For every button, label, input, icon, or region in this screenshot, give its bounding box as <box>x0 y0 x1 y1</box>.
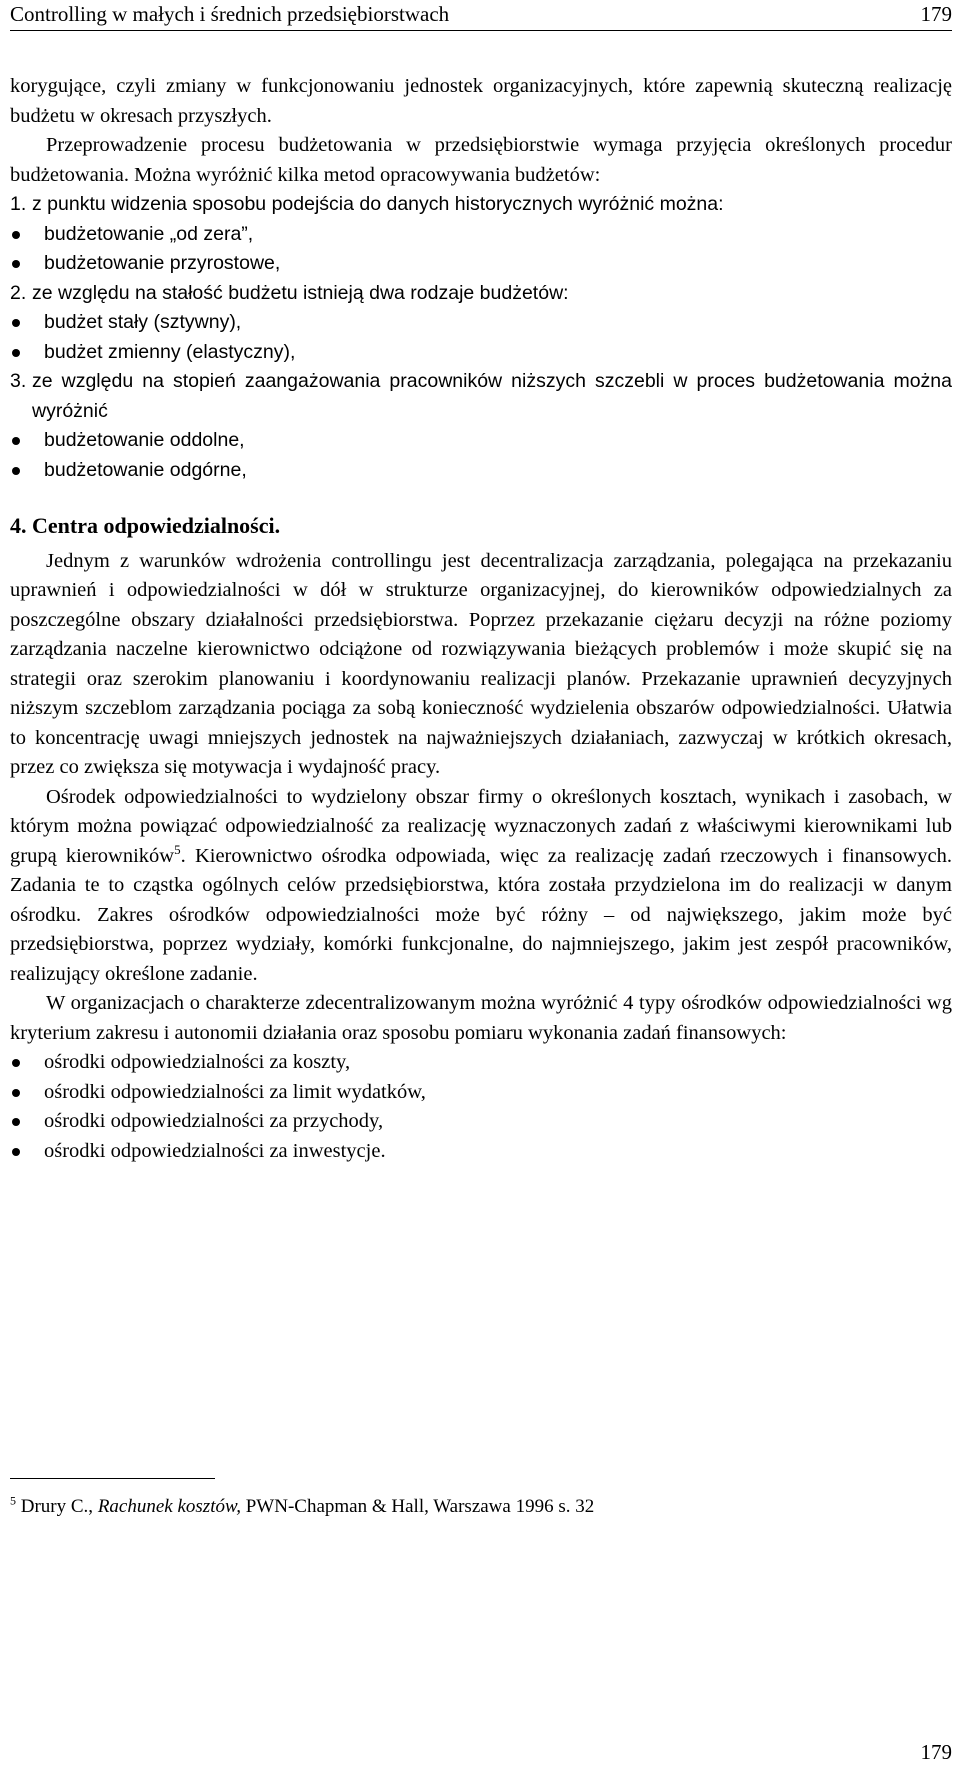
footnote-title: Rachunek kosztów, <box>97 1496 241 1517</box>
footnote-rest: PWN-Chapman & Hall, Warszawa 1996 s. 32 <box>240 1496 595 1517</box>
list-item: budżetowanie przyrostowe, <box>10 249 952 279</box>
method-item-3 <box>10 367 952 426</box>
list-item: ośrodki odpowiedzialności za inwestycje. <box>10 1137 952 1167</box>
list-item: budżetowanie „od zera”, <box>10 220 952 250</box>
list-item: ośrodki odpowiedzialności za przychody, <box>10 1107 952 1137</box>
responsibility-centers-list <box>10 1048 952 1166</box>
section-paragraph-1: Jednym z warunków wdrożenia controllingu jest decentralizacja zarządzania, polegająca na przekazaniu uprawnień i odpowiedzialności w dół w strukturze organizacyjnej, do kierowników odpowiedzialnych za poszczególne obszary działalności przedsiębiorstwa. Poprzez przekazanie ciężaru decyzji na różne poziomy zarządzania naczelne kierownictwo odciążone od rozwiązywania bieżących problemów i może skupić się na strategii oraz szerokim planowaniu i koordynowaniu realizacji planów. Przekazanie uprawnień decyzyjnych niższym szczeblom zarządzania pociąga za sobą konieczność wydzielenia obszarów odpowiedzialności. Ułatwia to koncentrację uwagi mniejszych jednostek na najważniejszych działaniach, zazwyczaj w krótkich okresach, przez co zwiększa się motywacja i wydajność pracy. <box>10 549 952 778</box>
paragraph-2-text-b: . Kierownictwo ośrodka odpowiada, więc za realizację zadań rzeczowych i finansowych. Zadania te to cząstka ogólnych celów przedsiębiorstwa, która została przydzielona im do realizacji w danym ośrodku. Zakres ośrodków odpowiedzialności może być różny – od największego, jakim może być przedsiębiorstwa, poprzez wydziały, komórki funkcjonalne, do najmniejszego, jakim jest zespół pracowników, realizujący określone zadanie. <box>10 844 952 985</box>
method-number: 1. <box>10 193 27 215</box>
method-2-bullets <box>10 308 952 367</box>
method-item-1 <box>10 190 952 220</box>
method-number: 3. <box>10 370 27 392</box>
list-item: ośrodki odpowiedzialności za limit wydatków, <box>10 1078 952 1108</box>
method-text: ze względu na stałość budżetu istnieją dwa rodzaje budżetów: <box>32 281 569 304</box>
paragraph-2-text-a: Ośrodek odpowiedzialności to wydzielony obszar firmy o określonych kosztach, wynikach i zasobach, w którym można powiązać odpowiedzialność za realizację wyznaczonych zadań z właściwymi kierownikami lub grupą kierowników <box>10 785 952 867</box>
section-paragraph-2 <box>10 783 952 990</box>
running-header <box>10 0 952 31</box>
method-number: 2. <box>10 281 27 304</box>
footnote-mark: 5 <box>10 1493 16 1508</box>
method-text: ze względu na stopień zaangażowania pracowników niższych szczebli w proces budżetowania można wyróżnić <box>32 370 952 422</box>
list-item: ośrodki odpowiedzialności za koszty, <box>10 1048 952 1078</box>
intro-paragraph-1: korygujące, czyli zmiany w funkcjonowaniu jednostek organizacyjnych, które zapewnią skuteczną realizację budżetu w okresach przyszłych. <box>10 75 952 127</box>
header-title: Controlling w małych i średnich przedsiębiorstwach <box>10 2 450 26</box>
footnote-reference[interactable]: 5 <box>174 841 181 857</box>
body-text <box>10 72 952 1166</box>
footnote-divider <box>10 1478 215 1479</box>
footnote <box>10 1493 595 1518</box>
footnote-author: Drury C., <box>20 1496 98 1517</box>
method-item-2 <box>10 279 952 309</box>
header-page-number: 179 <box>920 2 952 26</box>
budget-methods-list <box>10 190 952 485</box>
intro-paragraph-2: Przeprowadzenie procesu budżetowania w przedsiębiorstwie wymaga przyjęcia określonych procedur budżetowania. Można wyróżnić kilka metod opracowywania budżetów: <box>10 134 952 186</box>
method-1-bullets <box>10 220 952 279</box>
page-number-bottom: 179 <box>920 1740 952 1764</box>
section-heading: 4. Centra odpowiedzialności. <box>10 513 281 538</box>
list-item: budżetowanie odgórne, <box>10 456 952 486</box>
method-3-bullets <box>10 426 952 485</box>
list-item: budżet stały (sztywny), <box>10 308 952 338</box>
method-text: z punktu widzenia sposobu podejścia do danych historycznych wyróżnić można: <box>32 193 724 215</box>
section-paragraph-3: W organizacjach o charakterze zdecentralizowanym można wyróżnić 4 typy ośrodków odpowiedzialności wg kryterium zakresu i autonomii działania oraz sposobu pomiaru wykonania zadań finansowych: <box>10 992 952 1044</box>
list-item: budżetowanie oddolne, <box>10 426 952 456</box>
list-item: budżet zmienny (elastyczny), <box>10 338 952 368</box>
